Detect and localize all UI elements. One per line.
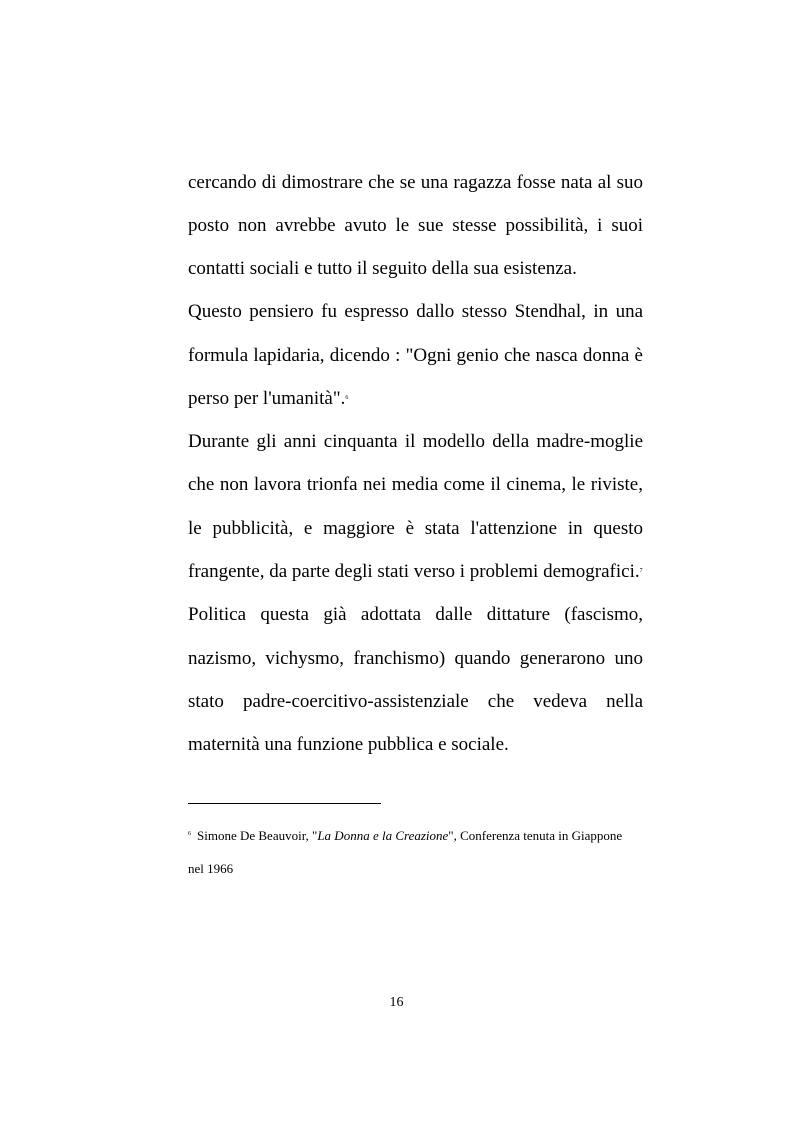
footnote-reference-6: 6	[345, 395, 349, 401]
footnote-separator	[188, 803, 381, 804]
footnote-work-title: La Donna e la Creazione	[317, 828, 449, 843]
footnote-continuation: nel 1966	[188, 861, 234, 876]
footnote-author: Simone De Beauvoir, "	[197, 828, 318, 843]
body-line: che non lavora trionfa nei media come il cinema, le riviste,	[188, 474, 643, 495]
body-line: contatti sociali e tutto il seguito della sua esistenza.	[188, 258, 577, 279]
body-line: formula lapidaria, dicendo : "Ogni genio che nasca donna è	[188, 345, 643, 366]
body-line: nazismo, vichysmo, franchismo) quando generarono uno	[188, 648, 643, 669]
body-line: le pubblicità, e maggiore è stata l'attenzione in questo	[188, 518, 643, 539]
body-line: stato padre-coercitivo-assistenziale che vedeva nella	[188, 691, 643, 712]
body-line-text: perso per l'umanità".	[188, 388, 346, 409]
footnote-reference-7: 7	[639, 568, 643, 574]
body-line-with-note	[188, 561, 643, 583]
body-line-text: frangente, da parte degli stati verso i problemi demografici.	[188, 561, 640, 582]
footnote-rest: ", Conferenza tenuta in Giappone	[448, 828, 623, 843]
footnote-marker: 6	[188, 831, 191, 837]
body-line: Durante gli anni cinquanta il modello della madre-moglie	[188, 431, 643, 452]
body-line: maternità una funzione pubblica e sociale.	[188, 734, 509, 755]
body-line: cercando di dimostrare che se una ragazza fosse nata al suo	[188, 172, 643, 193]
body-line-with-note	[188, 388, 643, 410]
body-line: Politica questa già adottata dalle dittature (fascismo,	[188, 604, 643, 625]
body-line: Questo pensiero fu espresso dallo stesso Stendhal, in una	[188, 301, 643, 322]
page-number: 16	[389, 995, 404, 1010]
footnote-text	[188, 828, 643, 844]
body-line: posto non avrebbe avuto le sue stesse possibilità, i suoi	[188, 215, 643, 236]
